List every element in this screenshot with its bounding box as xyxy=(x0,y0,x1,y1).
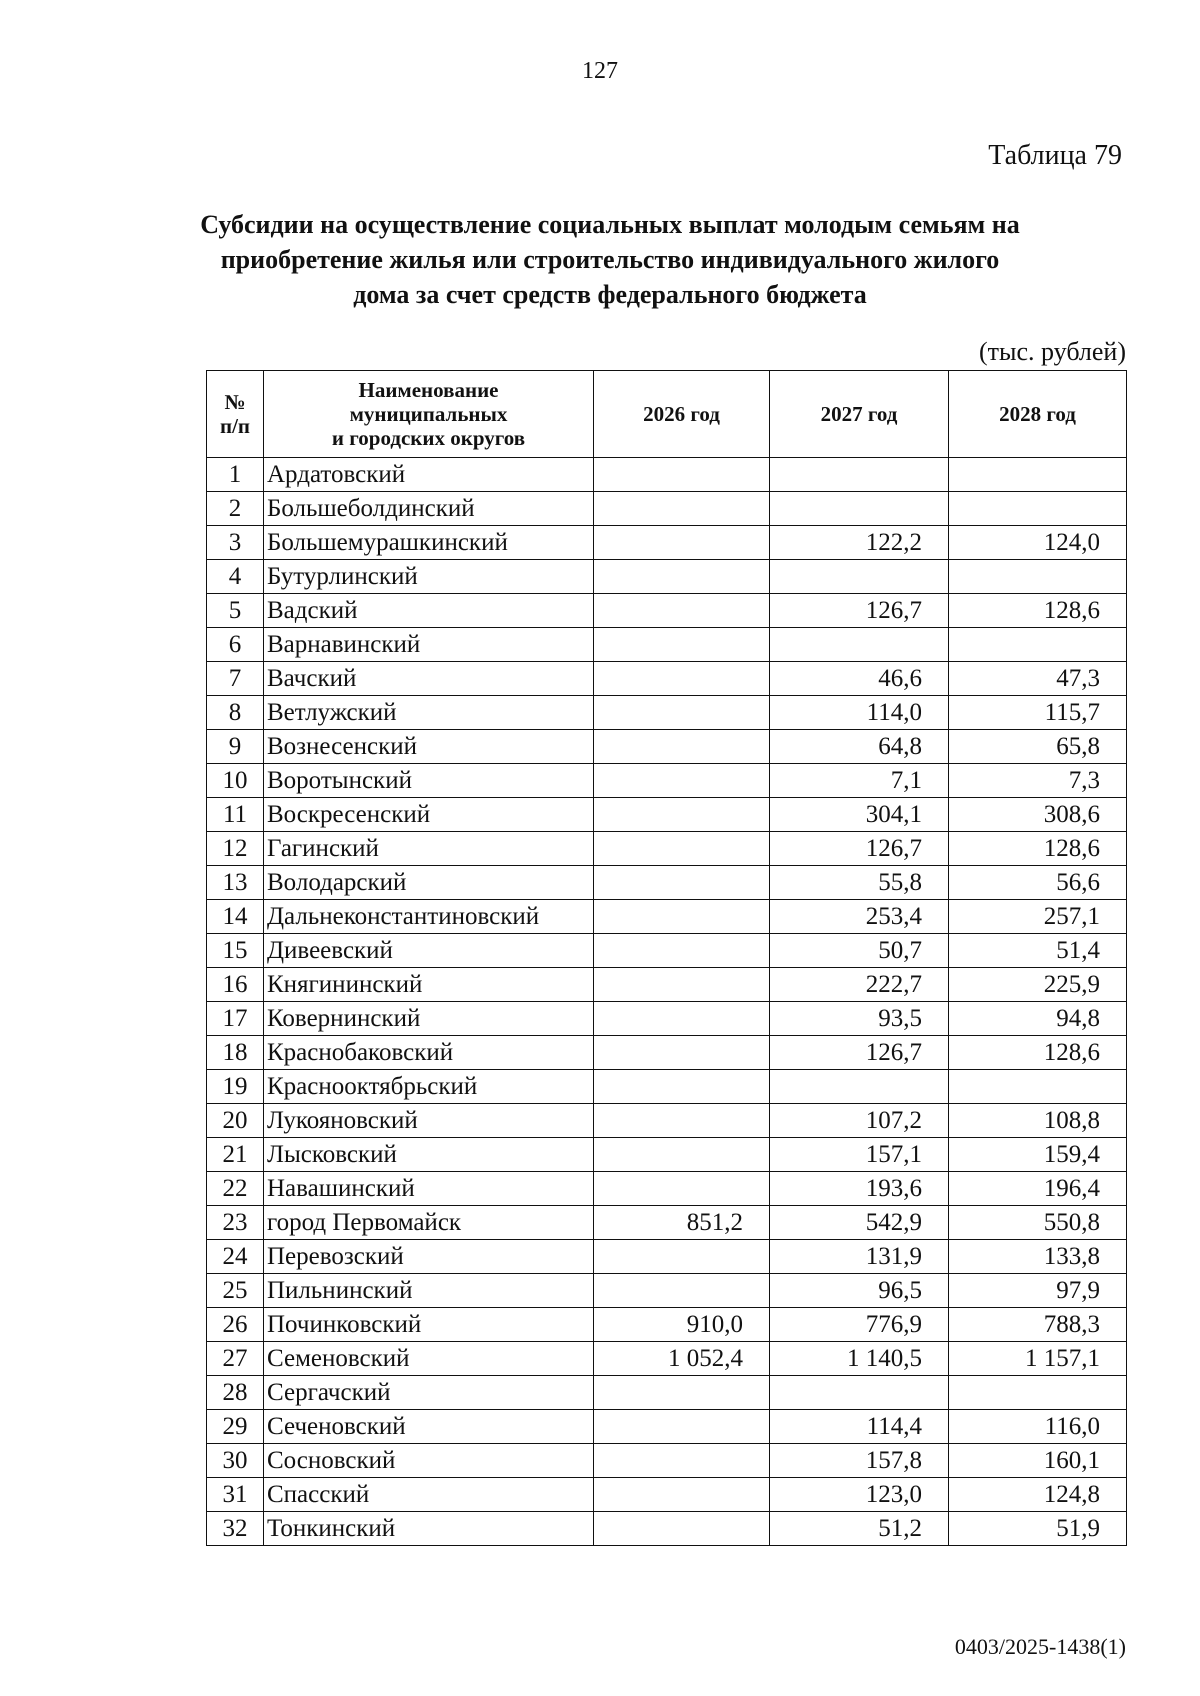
value-2027-cell: 122,2 xyxy=(770,526,949,560)
value-2028-cell: 308,6 xyxy=(949,798,1127,832)
title-line: дома за счет средств федерального бюджета xyxy=(353,280,867,309)
value-2027-cell: 114,0 xyxy=(770,696,949,730)
document-title xyxy=(180,207,1040,312)
value-2026-cell xyxy=(594,560,770,594)
table-row xyxy=(207,1342,1127,1376)
municipality-name-cell: Краснобаковский xyxy=(264,1036,594,1070)
value-2028-cell: 116,0 xyxy=(949,1410,1127,1444)
value-2027-cell: 51,2 xyxy=(770,1512,949,1546)
row-number-cell: 19 xyxy=(207,1070,264,1104)
title-line: Субсидии на осуществление социальных выплат молодым семьям на xyxy=(200,210,1020,239)
value-2026-cell xyxy=(594,1172,770,1206)
value-2027-cell: 123,0 xyxy=(770,1478,949,1512)
value-2026-cell xyxy=(594,1240,770,1274)
value-2026-cell: 1 052,4 xyxy=(594,1342,770,1376)
table-row xyxy=(207,662,1127,696)
table-row xyxy=(207,1444,1127,1478)
value-2028-cell: 196,4 xyxy=(949,1172,1127,1206)
value-2028-cell: 65,8 xyxy=(949,730,1127,764)
value-2026-cell xyxy=(594,1444,770,1478)
value-2026-cell xyxy=(594,696,770,730)
value-2028-cell: 7,3 xyxy=(949,764,1127,798)
document-code: 0403/2025-1438(1) xyxy=(954,1634,1126,1659)
municipality-name-cell: Сергачский xyxy=(264,1376,594,1410)
row-number-cell: 15 xyxy=(207,934,264,968)
value-2027-cell: 157,8 xyxy=(770,1444,949,1478)
row-number-cell: 1 xyxy=(207,458,264,492)
municipality-name-cell: Вачский xyxy=(264,662,594,696)
value-2026-cell xyxy=(594,458,770,492)
row-number-cell: 14 xyxy=(207,900,264,934)
value-2027-cell xyxy=(770,560,949,594)
value-2027-cell xyxy=(770,1070,949,1104)
municipality-name-cell: Володарский xyxy=(264,866,594,900)
municipality-name-cell: Большеболдинский xyxy=(264,492,594,526)
subsidy-table xyxy=(206,370,1127,1546)
value-2027-cell xyxy=(770,628,949,662)
row-number-cell: 26 xyxy=(207,1308,264,1342)
value-2026-cell xyxy=(594,968,770,1002)
value-2027-cell xyxy=(770,1376,949,1410)
municipality-name-cell: Починковский xyxy=(264,1308,594,1342)
municipality-name-cell: Сеченовский xyxy=(264,1410,594,1444)
row-number-cell: 11 xyxy=(207,798,264,832)
row-number-cell: 9 xyxy=(207,730,264,764)
row-number-cell: 4 xyxy=(207,560,264,594)
header-name xyxy=(264,371,594,458)
row-number-cell: 13 xyxy=(207,866,264,900)
value-2027-cell: 46,6 xyxy=(770,662,949,696)
value-2028-cell: 97,9 xyxy=(949,1274,1127,1308)
value-2027-cell: 193,6 xyxy=(770,1172,949,1206)
table-row xyxy=(207,1070,1127,1104)
municipality-name-cell: Тонкинский xyxy=(264,1512,594,1546)
row-number-cell: 22 xyxy=(207,1172,264,1206)
municipality-name-cell: Гагинский xyxy=(264,832,594,866)
table-body xyxy=(207,458,1127,1546)
value-2028-cell: 51,9 xyxy=(949,1512,1127,1546)
municipality-name-cell: Семеновский xyxy=(264,1342,594,1376)
value-2027-cell xyxy=(770,458,949,492)
municipality-name-cell: Дальнеконстантиновский xyxy=(264,900,594,934)
value-2028-cell xyxy=(949,458,1127,492)
value-2026-cell xyxy=(594,798,770,832)
row-number-cell: 23 xyxy=(207,1206,264,1240)
value-2026-cell xyxy=(594,526,770,560)
page-number: 127 xyxy=(582,58,618,84)
municipality-name-cell: Ковернинский xyxy=(264,1002,594,1036)
value-2027-cell: 131,9 xyxy=(770,1240,949,1274)
value-2026-cell: 910,0 xyxy=(594,1308,770,1342)
value-2026-cell xyxy=(594,1274,770,1308)
value-2026-cell xyxy=(594,1138,770,1172)
value-2027-cell: 7,1 xyxy=(770,764,949,798)
value-2027-cell: 253,4 xyxy=(770,900,949,934)
row-number-cell: 27 xyxy=(207,1342,264,1376)
municipality-name-cell: Перевозский xyxy=(264,1240,594,1274)
table-label: Таблица 79 xyxy=(988,140,1122,171)
table-header-row xyxy=(207,371,1127,458)
row-number-cell: 5 xyxy=(207,594,264,628)
table-row xyxy=(207,1138,1127,1172)
table-row xyxy=(207,526,1127,560)
value-2027-cell: 50,7 xyxy=(770,934,949,968)
value-2028-cell xyxy=(949,492,1127,526)
row-number-cell: 2 xyxy=(207,492,264,526)
value-2028-cell: 550,8 xyxy=(949,1206,1127,1240)
value-2026-cell: 851,2 xyxy=(594,1206,770,1240)
municipality-name-cell: Краснооктябрьский xyxy=(264,1070,594,1104)
table-row xyxy=(207,696,1127,730)
row-number-cell: 6 xyxy=(207,628,264,662)
value-2027-cell: 304,1 xyxy=(770,798,949,832)
value-2028-cell xyxy=(949,1376,1127,1410)
row-number-cell: 8 xyxy=(207,696,264,730)
row-number-cell: 28 xyxy=(207,1376,264,1410)
table-row xyxy=(207,594,1127,628)
value-2027-cell xyxy=(770,492,949,526)
value-2027-cell: 55,8 xyxy=(770,866,949,900)
value-2028-cell: 128,6 xyxy=(949,594,1127,628)
table-row xyxy=(207,764,1127,798)
municipality-name-cell: Княгининский xyxy=(264,968,594,1002)
table-row xyxy=(207,1206,1127,1240)
value-2027-cell: 126,7 xyxy=(770,832,949,866)
units-label: (тыс. рублей) xyxy=(978,337,1126,366)
municipality-name-cell: Ардатовский xyxy=(264,458,594,492)
value-2026-cell xyxy=(594,662,770,696)
table-row xyxy=(207,1410,1127,1444)
value-2026-cell xyxy=(594,1104,770,1138)
value-2026-cell xyxy=(594,832,770,866)
value-2028-cell: 115,7 xyxy=(949,696,1127,730)
municipality-name-cell: Бутурлинский xyxy=(264,560,594,594)
value-2027-cell: 776,9 xyxy=(770,1308,949,1342)
table-row xyxy=(207,1376,1127,1410)
municipality-name-cell: Большемурашкинский xyxy=(264,526,594,560)
value-2027-cell: 96,5 xyxy=(770,1274,949,1308)
value-2027-cell: 126,7 xyxy=(770,1036,949,1070)
table-row xyxy=(207,866,1127,900)
table-row xyxy=(207,1512,1127,1546)
table-row xyxy=(207,1002,1127,1036)
municipality-name-cell: Воскресенский xyxy=(264,798,594,832)
row-number-cell: 32 xyxy=(207,1512,264,1546)
row-number-cell: 21 xyxy=(207,1138,264,1172)
table-row xyxy=(207,1172,1127,1206)
table-row xyxy=(207,900,1127,934)
table-row xyxy=(207,1036,1127,1070)
value-2028-cell: 51,4 xyxy=(949,934,1127,968)
table-row xyxy=(207,1308,1127,1342)
value-2026-cell xyxy=(594,1070,770,1104)
row-number-cell: 29 xyxy=(207,1410,264,1444)
header-number xyxy=(207,371,264,458)
row-number-cell: 10 xyxy=(207,764,264,798)
value-2027-cell: 1 140,5 xyxy=(770,1342,949,1376)
table-row xyxy=(207,968,1127,1002)
value-2028-cell xyxy=(949,560,1127,594)
value-2026-cell xyxy=(594,1002,770,1036)
value-2028-cell xyxy=(949,1070,1127,1104)
municipality-name-cell: город Первомайск xyxy=(264,1206,594,1240)
municipality-name-cell: Навашинский xyxy=(264,1172,594,1206)
row-number-cell: 20 xyxy=(207,1104,264,1138)
header-text: № xyxy=(224,390,246,414)
row-number-cell: 24 xyxy=(207,1240,264,1274)
table-row xyxy=(207,1104,1127,1138)
value-2026-cell xyxy=(594,1376,770,1410)
municipality-name-cell: Сосновский xyxy=(264,1444,594,1478)
table-row xyxy=(207,934,1127,968)
municipality-name-cell: Вознесенский xyxy=(264,730,594,764)
value-2027-cell: 222,7 xyxy=(770,968,949,1002)
value-2026-cell xyxy=(594,866,770,900)
municipality-name-cell: Воротынский xyxy=(264,764,594,798)
municipality-name-cell: Вадский xyxy=(264,594,594,628)
value-2026-cell xyxy=(594,900,770,934)
row-number-cell: 31 xyxy=(207,1478,264,1512)
value-2028-cell xyxy=(949,628,1127,662)
municipality-name-cell: Дивеевский xyxy=(264,934,594,968)
value-2028-cell: 1 157,1 xyxy=(949,1342,1127,1376)
value-2028-cell: 225,9 xyxy=(949,968,1127,1002)
value-2027-cell: 64,8 xyxy=(770,730,949,764)
value-2028-cell: 108,8 xyxy=(949,1104,1127,1138)
municipality-name-cell: Лысковский xyxy=(264,1138,594,1172)
table-row xyxy=(207,1240,1127,1274)
municipality-name-cell: Спасский xyxy=(264,1478,594,1512)
value-2027-cell: 157,1 xyxy=(770,1138,949,1172)
value-2027-cell: 126,7 xyxy=(770,594,949,628)
header-2026: 2026 год xyxy=(594,371,770,458)
value-2026-cell xyxy=(594,1478,770,1512)
value-2026-cell xyxy=(594,934,770,968)
value-2026-cell xyxy=(594,492,770,526)
value-2028-cell: 56,6 xyxy=(949,866,1127,900)
row-number-cell: 18 xyxy=(207,1036,264,1070)
header-text: Наименование xyxy=(358,378,499,402)
value-2028-cell: 124,0 xyxy=(949,526,1127,560)
municipality-name-cell: Пильнинский xyxy=(264,1274,594,1308)
value-2028-cell: 128,6 xyxy=(949,832,1127,866)
value-2028-cell: 788,3 xyxy=(949,1308,1127,1342)
table-row xyxy=(207,832,1127,866)
value-2028-cell: 133,8 xyxy=(949,1240,1127,1274)
header-text: п/п xyxy=(219,414,251,438)
table-row xyxy=(207,798,1127,832)
table-row xyxy=(207,1274,1127,1308)
row-number-cell: 12 xyxy=(207,832,264,866)
value-2026-cell xyxy=(594,1410,770,1444)
value-2028-cell: 128,6 xyxy=(949,1036,1127,1070)
table-row xyxy=(207,628,1127,662)
row-number-cell: 3 xyxy=(207,526,264,560)
row-number-cell: 30 xyxy=(207,1444,264,1478)
value-2026-cell xyxy=(594,594,770,628)
table-row xyxy=(207,458,1127,492)
municipality-name-cell: Варнавинский xyxy=(264,628,594,662)
table-row xyxy=(207,492,1127,526)
value-2028-cell: 124,8 xyxy=(949,1478,1127,1512)
table-row xyxy=(207,560,1127,594)
value-2028-cell: 47,3 xyxy=(949,662,1127,696)
value-2026-cell xyxy=(594,628,770,662)
title-line: приобретение жилья или строительство индивидуального жилого xyxy=(220,245,1000,274)
header-2028: 2028 год xyxy=(949,371,1127,458)
value-2027-cell: 542,9 xyxy=(770,1206,949,1240)
header-text: муниципальных xyxy=(349,402,508,426)
value-2027-cell: 93,5 xyxy=(770,1002,949,1036)
row-number-cell: 7 xyxy=(207,662,264,696)
value-2026-cell xyxy=(594,730,770,764)
value-2026-cell xyxy=(594,764,770,798)
value-2028-cell: 94,8 xyxy=(949,1002,1127,1036)
row-number-cell: 17 xyxy=(207,1002,264,1036)
table-row xyxy=(207,730,1127,764)
header-2027: 2027 год xyxy=(770,371,949,458)
value-2028-cell: 160,1 xyxy=(949,1444,1127,1478)
table-row xyxy=(207,1478,1127,1512)
row-number-cell: 16 xyxy=(207,968,264,1002)
municipality-name-cell: Лукояновский xyxy=(264,1104,594,1138)
value-2028-cell: 159,4 xyxy=(949,1138,1127,1172)
header-text: и городских округов xyxy=(331,426,526,450)
value-2027-cell: 114,4 xyxy=(770,1410,949,1444)
row-number-cell: 25 xyxy=(207,1274,264,1308)
value-2028-cell: 257,1 xyxy=(949,900,1127,934)
value-2027-cell: 107,2 xyxy=(770,1104,949,1138)
value-2026-cell xyxy=(594,1512,770,1546)
value-2026-cell xyxy=(594,1036,770,1070)
municipality-name-cell: Ветлужский xyxy=(264,696,594,730)
